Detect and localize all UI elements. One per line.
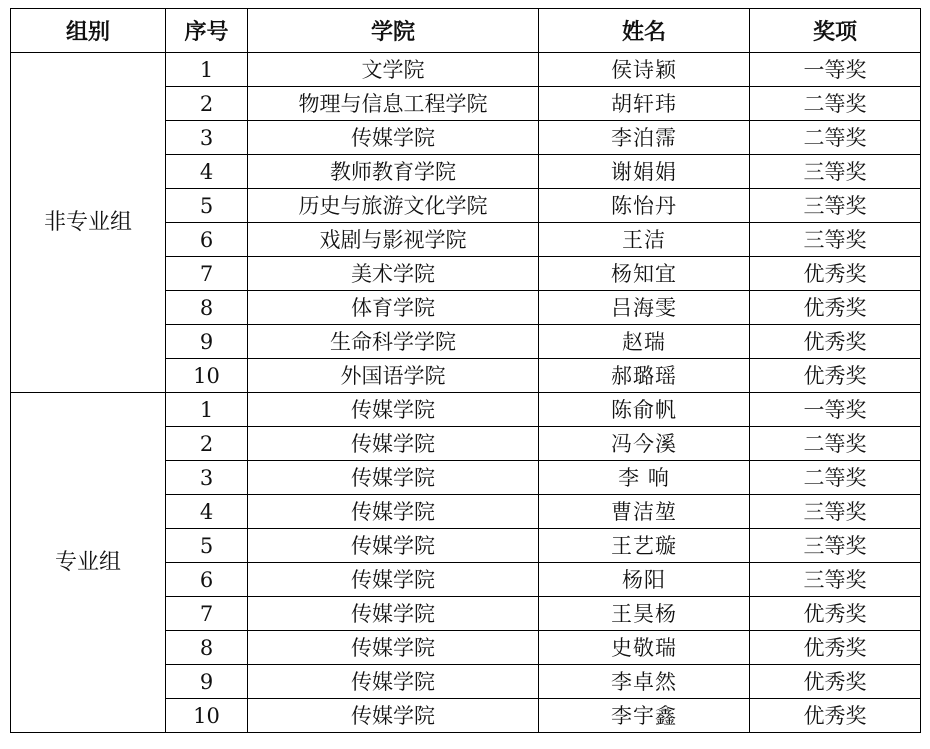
name-cell: 王昊杨 (539, 597, 750, 631)
college-cell: 传媒学院 (248, 121, 539, 155)
college-cell: 历史与旅游文化学院 (248, 189, 539, 223)
awards-table (10, 8, 921, 733)
award-cell: 三等奖 (750, 155, 921, 189)
number-cell: 2 (166, 427, 248, 461)
table-row (11, 53, 921, 87)
award-cell: 三等奖 (750, 189, 921, 223)
college-cell: 外国语学院 (248, 359, 539, 393)
number-cell: 9 (166, 325, 248, 359)
name-cell: 陈怡丹 (539, 189, 750, 223)
number-cell: 3 (166, 461, 248, 495)
number-cell: 6 (166, 563, 248, 597)
name-cell: 曹洁堃 (539, 495, 750, 529)
number-cell: 5 (166, 529, 248, 563)
college-cell: 传媒学院 (248, 597, 539, 631)
name-cell: 侯诗颖 (539, 53, 750, 87)
number-cell: 5 (166, 189, 248, 223)
college-cell: 传媒学院 (248, 393, 539, 427)
award-cell: 优秀奖 (750, 257, 921, 291)
number-cell: 7 (166, 257, 248, 291)
group-cell: 专业组 (11, 393, 166, 733)
college-cell: 传媒学院 (248, 495, 539, 529)
name-cell: 王艺璇 (539, 529, 750, 563)
number-cell: 10 (166, 359, 248, 393)
name-cell: 李卓然 (539, 665, 750, 699)
college-cell: 美术学院 (248, 257, 539, 291)
award-cell: 优秀奖 (750, 631, 921, 665)
name-cell: 史敬瑞 (539, 631, 750, 665)
award-cell: 优秀奖 (750, 597, 921, 631)
award-cell: 一等奖 (750, 53, 921, 87)
college-cell: 教师教育学院 (248, 155, 539, 189)
number-cell: 6 (166, 223, 248, 257)
award-cell: 二等奖 (750, 121, 921, 155)
college-cell: 生命科学学院 (248, 325, 539, 359)
award-cell: 优秀奖 (750, 359, 921, 393)
college-cell: 传媒学院 (248, 665, 539, 699)
table-row (11, 393, 921, 427)
name-cell: 郝璐瑶 (539, 359, 750, 393)
award-cell: 三等奖 (750, 495, 921, 529)
award-cell: 优秀奖 (750, 291, 921, 325)
award-cell: 二等奖 (750, 461, 921, 495)
college-cell: 传媒学院 (248, 427, 539, 461)
name-cell: 王洁 (539, 223, 750, 257)
number-cell: 2 (166, 87, 248, 121)
number-cell: 9 (166, 665, 248, 699)
college-cell: 传媒学院 (248, 699, 539, 733)
name-cell: 李泊霈 (539, 121, 750, 155)
award-cell: 三等奖 (750, 529, 921, 563)
award-cell: 一等奖 (750, 393, 921, 427)
name-cell: 杨知宜 (539, 257, 750, 291)
header-award: 奖项 (750, 9, 921, 53)
group-cell: 非专业组 (11, 53, 166, 393)
name-cell: 李 响 (539, 461, 750, 495)
name-cell: 陈俞帆 (539, 393, 750, 427)
number-cell: 1 (166, 53, 248, 87)
college-cell: 传媒学院 (248, 563, 539, 597)
college-cell: 传媒学院 (248, 461, 539, 495)
award-cell: 二等奖 (750, 87, 921, 121)
name-cell: 胡轩玮 (539, 87, 750, 121)
award-cell: 优秀奖 (750, 665, 921, 699)
header-name: 姓名 (539, 9, 750, 53)
name-cell: 杨阳 (539, 563, 750, 597)
college-cell: 文学院 (248, 53, 539, 87)
name-cell: 赵瑞 (539, 325, 750, 359)
college-cell: 物理与信息工程学院 (248, 87, 539, 121)
table-body (11, 53, 921, 733)
number-cell: 3 (166, 121, 248, 155)
award-cell: 优秀奖 (750, 699, 921, 733)
number-cell: 1 (166, 393, 248, 427)
award-cell: 二等奖 (750, 427, 921, 461)
table-header (11, 9, 921, 53)
number-cell: 4 (166, 155, 248, 189)
name-cell: 谢娟娟 (539, 155, 750, 189)
awards-table-container (10, 8, 921, 733)
number-cell: 7 (166, 597, 248, 631)
number-cell: 4 (166, 495, 248, 529)
header-college: 学院 (248, 9, 539, 53)
number-cell: 10 (166, 699, 248, 733)
award-cell: 三等奖 (750, 563, 921, 597)
college-cell: 传媒学院 (248, 631, 539, 665)
header-number: 序号 (166, 9, 248, 53)
college-cell: 传媒学院 (248, 529, 539, 563)
name-cell: 冯今溪 (539, 427, 750, 461)
college-cell: 戏剧与影视学院 (248, 223, 539, 257)
award-cell: 优秀奖 (750, 325, 921, 359)
name-cell: 吕海雯 (539, 291, 750, 325)
award-cell: 三等奖 (750, 223, 921, 257)
name-cell: 李宇鑫 (539, 699, 750, 733)
number-cell: 8 (166, 631, 248, 665)
header-row (11, 9, 921, 53)
college-cell: 体育学院 (248, 291, 539, 325)
header-group: 组别 (11, 9, 166, 53)
number-cell: 8 (166, 291, 248, 325)
